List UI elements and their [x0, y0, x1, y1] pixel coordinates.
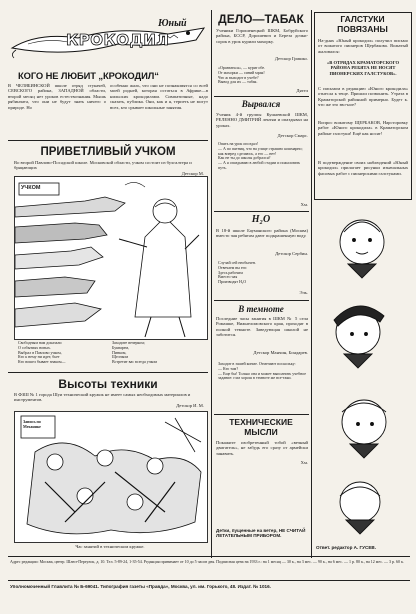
dialog-line: Опять на урок опоздал! [218, 141, 259, 146]
h2o-body: В 18-й школе Бауманского района (Москва) вместо чая ребятам дают подкрашенную воду. [216, 228, 308, 239]
poem-line: Пинком, [112, 349, 127, 355]
privet-body: Во второй Павлово-Посадской школе. Московской области, учком состоит из бухгалтера и бряцающих [14, 160, 192, 171]
mysli-body: Покажите изобретенный тобой «вечный двигатель», не забудь его сразу от армейски занавить. [216, 440, 308, 456]
vyrvalsya-signature: Детскор Смарс. [277, 133, 308, 138]
galstuki-headline: ГАЛСТУКИ ПОВЯЗАНЫ [337, 14, 388, 34]
mysli-signature: Хм. [300, 460, 308, 465]
dialog-line: — Еще бы! Только она и может выполнить учебное задание: глаз хорош в темноте же все-таки. [218, 370, 307, 381]
mysli-headline: ТЕХНИЧЕСКИЕ МЫСЛИ [229, 417, 293, 437]
poem-line: Вместо чая [218, 274, 238, 280]
poem-line: От махорки — синий мрак! [218, 69, 265, 75]
poem-line: Встретит вас всегда учком [112, 359, 157, 365]
dialog-line: Заходит в зашей конме. Отмечают поскольку: [218, 361, 296, 366]
h2o-signature: Детскор Сербин. [275, 251, 308, 256]
galstuki-closing: В подтверждение своих наблюдений «Юный крокодил» прилагает рисунки изначальных фасовых работ с пионерскими галстуками. [318, 160, 408, 176]
delo-intro: Ученики Горошенецкой ШКМ, Бобруйского района, БССР, Дорошевич и Береза дочки-сорок в урок курили махорку. [216, 28, 308, 44]
dialog-line: — А я опаздываю в любой стадии и пожаловать путь. [218, 160, 301, 170]
privet-poem-left [18, 341, 110, 365]
masthead-title: КРОКОДИЛ [66, 31, 170, 49]
temnota-signature: Детскор Манчин, Бондарев. [253, 350, 308, 355]
poem-line: Здесь рабочим [218, 269, 243, 275]
print-info: Уполномоченный Главлита № Б-69041. Типография газеты «Правда», Москва, ул. им. Горького, 48. Издат. № 1016. [10, 584, 271, 589]
privet-headline: ПРИВЕТЛИВЫЙ УЧКОМ [40, 146, 176, 158]
lead-headline: КОГО НЕ ЛЮБИТ „КРОКОДИЛ“ [18, 70, 159, 81]
divider [214, 211, 309, 212]
galstuki-quote: «В ОТРЯДАХ КРАМАТОРСКОГО РАЙОНА РЕБЯТА НЕ НОСЯТ ПИОНЕРСКИХ ГАЛСТУКОВ». [326, 60, 400, 76]
hands-cartoon-icon [15, 177, 207, 339]
divider [8, 140, 208, 141]
vyrvalsya-dialog [218, 142, 308, 171]
galstuki-answer: Вопрос вожатому ЩЕРБАКОВ, Нарсторовку работ «Юного крокодила» в Краматорском районе галстуки! Ещё как носят! [318, 120, 408, 136]
poster-text: Запись по Механике [23, 419, 41, 429]
dialog-line: — А по пятниц, что на улице страшно кошмарно; как вперед сделаюсь, а его — нет! [218, 145, 303, 156]
brawl-cartoon-icon [15, 412, 207, 542]
divider [214, 300, 309, 301]
poem-line: Кто вошел бывает знаком— [18, 359, 66, 365]
masthead-prefix: Юный [158, 18, 187, 29]
dialog-line: Как не ты до школы добрался? [218, 155, 271, 161]
poem-line: «Оразваться», — курят обе. [218, 65, 266, 70]
lead-text-col1: В ЧЕЛЯБИНСКОЙ школе отряд стукачей, СЕВСКОГО района, ЗАПАДНОЙ области, второй месяц нет уроков естествознания. Мышь рябинчата, что они не будут знать ничего о природе. Но [8, 83, 106, 110]
vysoty-body: В ФЗШ № 1 города Шуи технический кружок не имеет самых необходимых материалов и инструментов. [14, 392, 191, 403]
pioneer-portraits-icon [314, 202, 410, 542]
vyrvalsya-headline: Вырвался [241, 99, 281, 109]
vyrvalsya-body: Ученик 4-й группы Кушаевской ШКМ, РЕЛЕННО ДМИТРИЙ лентяи и опаздывал на уроках. [216, 112, 308, 128]
vysoty-headline: Высоты техники [58, 377, 158, 391]
poem-line: Случай сей необычен. [218, 260, 256, 265]
divider [214, 414, 309, 415]
vysoty-signature: Детскор И. М. [176, 403, 204, 408]
delo-poem [218, 66, 308, 85]
divider [8, 372, 208, 373]
uchkom-sign-label: УЧКОМ [21, 185, 41, 191]
poem-line: Щелчком [112, 354, 129, 360]
lead-text-col2: особенно жаль, что они не познакомятся со всей моей родней, которая остаться в Африке—в нильских крокодилами. Симпатичные, надо сказать, публика. Они, как и я, терпеть не могут всех, кто срывает школьные занятия. [110, 83, 208, 110]
poem-line: Кто к нему ни идет, бьет [18, 354, 60, 360]
divider [214, 96, 309, 97]
temnota-headline: В темноте [238, 304, 284, 314]
privet-poem-right [112, 341, 204, 365]
privet-signature: Детскор М. [181, 171, 204, 176]
h2o-poem-signature: Эль. [299, 290, 308, 295]
editor-line: Ответ. редактор А. ГУСЕВ. [316, 545, 376, 550]
mysli-footer: Детки, пущенные на ветер, НЕ СЧИТАЙ ЛЕТАТЕЛЬНЫМ ПРИБОРОМ. [216, 528, 306, 539]
galstuki-body: С письмом в редакцию «Юного крокодила» отнесла к теще. Пришли позвонить. Утрата в Краматорской районной примерно. Будет к. что же это зво-ное? [318, 86, 408, 108]
poem-line: Заходите вечерком; [112, 340, 145, 345]
poem-line: О событиях новых. [18, 344, 51, 350]
poem-line: Вывод для их — табак. [218, 79, 258, 85]
poem-line: Букварем, [112, 344, 130, 350]
imprint-text: Адрес редакции: Москва, центр. Шлюз-Переулок, д. 10. Тел. 5-89-24, 1-35-54. Редакция принимает от 10 до 5 часов дня. Подписная цена на 1933 г.: на 1 месяц — 30 к., на 3 мес. — 90 к., на 6 мес. — 1 р. 80 к., на 12 мес. — 3 р. 60 к. [10, 559, 404, 564]
dialog-line: — Кто там? [218, 365, 239, 371]
vysoty-caption: Час занятий в техническом кружке. [75, 544, 145, 549]
tech-circle-illustration [14, 411, 208, 543]
h2o-poem [218, 261, 308, 285]
vyrvalsya-poem-signature: Хм. [300, 202, 308, 207]
poem-line: Выбрал в Павлово учком, [18, 349, 62, 355]
delo-signature: Детскор Гришко. [274, 56, 308, 61]
uchkom-illustration [14, 176, 208, 340]
column-rule [211, 10, 212, 558]
column-rule [311, 10, 312, 558]
poem-line: Свободным нам доказали [18, 340, 62, 345]
masthead [8, 18, 208, 60]
poem-line: Что ж выходит в учебе? [218, 74, 259, 80]
footer-rule [8, 580, 410, 581]
delo-headline: ДЕЛО—ТАБАК [218, 12, 304, 26]
h2o-headline: H₂O [251, 214, 271, 225]
temnota-body: Последние часы занятия в ШКМ № 5 села Ромашке, Нижнеломовского края, проходят в полной темноте. Заведующая школой не заботится. [216, 316, 308, 338]
galstuki-intro: На-днях «Юный крокодил» получил письмо от вожатого пионеров Щербакова. Вожатый жаловался: [318, 38, 408, 54]
temnota-dialog [218, 362, 308, 381]
delo-poem-signature: Дятел [296, 88, 308, 93]
footer-rule [8, 556, 410, 557]
poem-line: Отвечаем вы его: [218, 264, 248, 270]
poem-line: Производят H₂O [218, 279, 247, 285]
